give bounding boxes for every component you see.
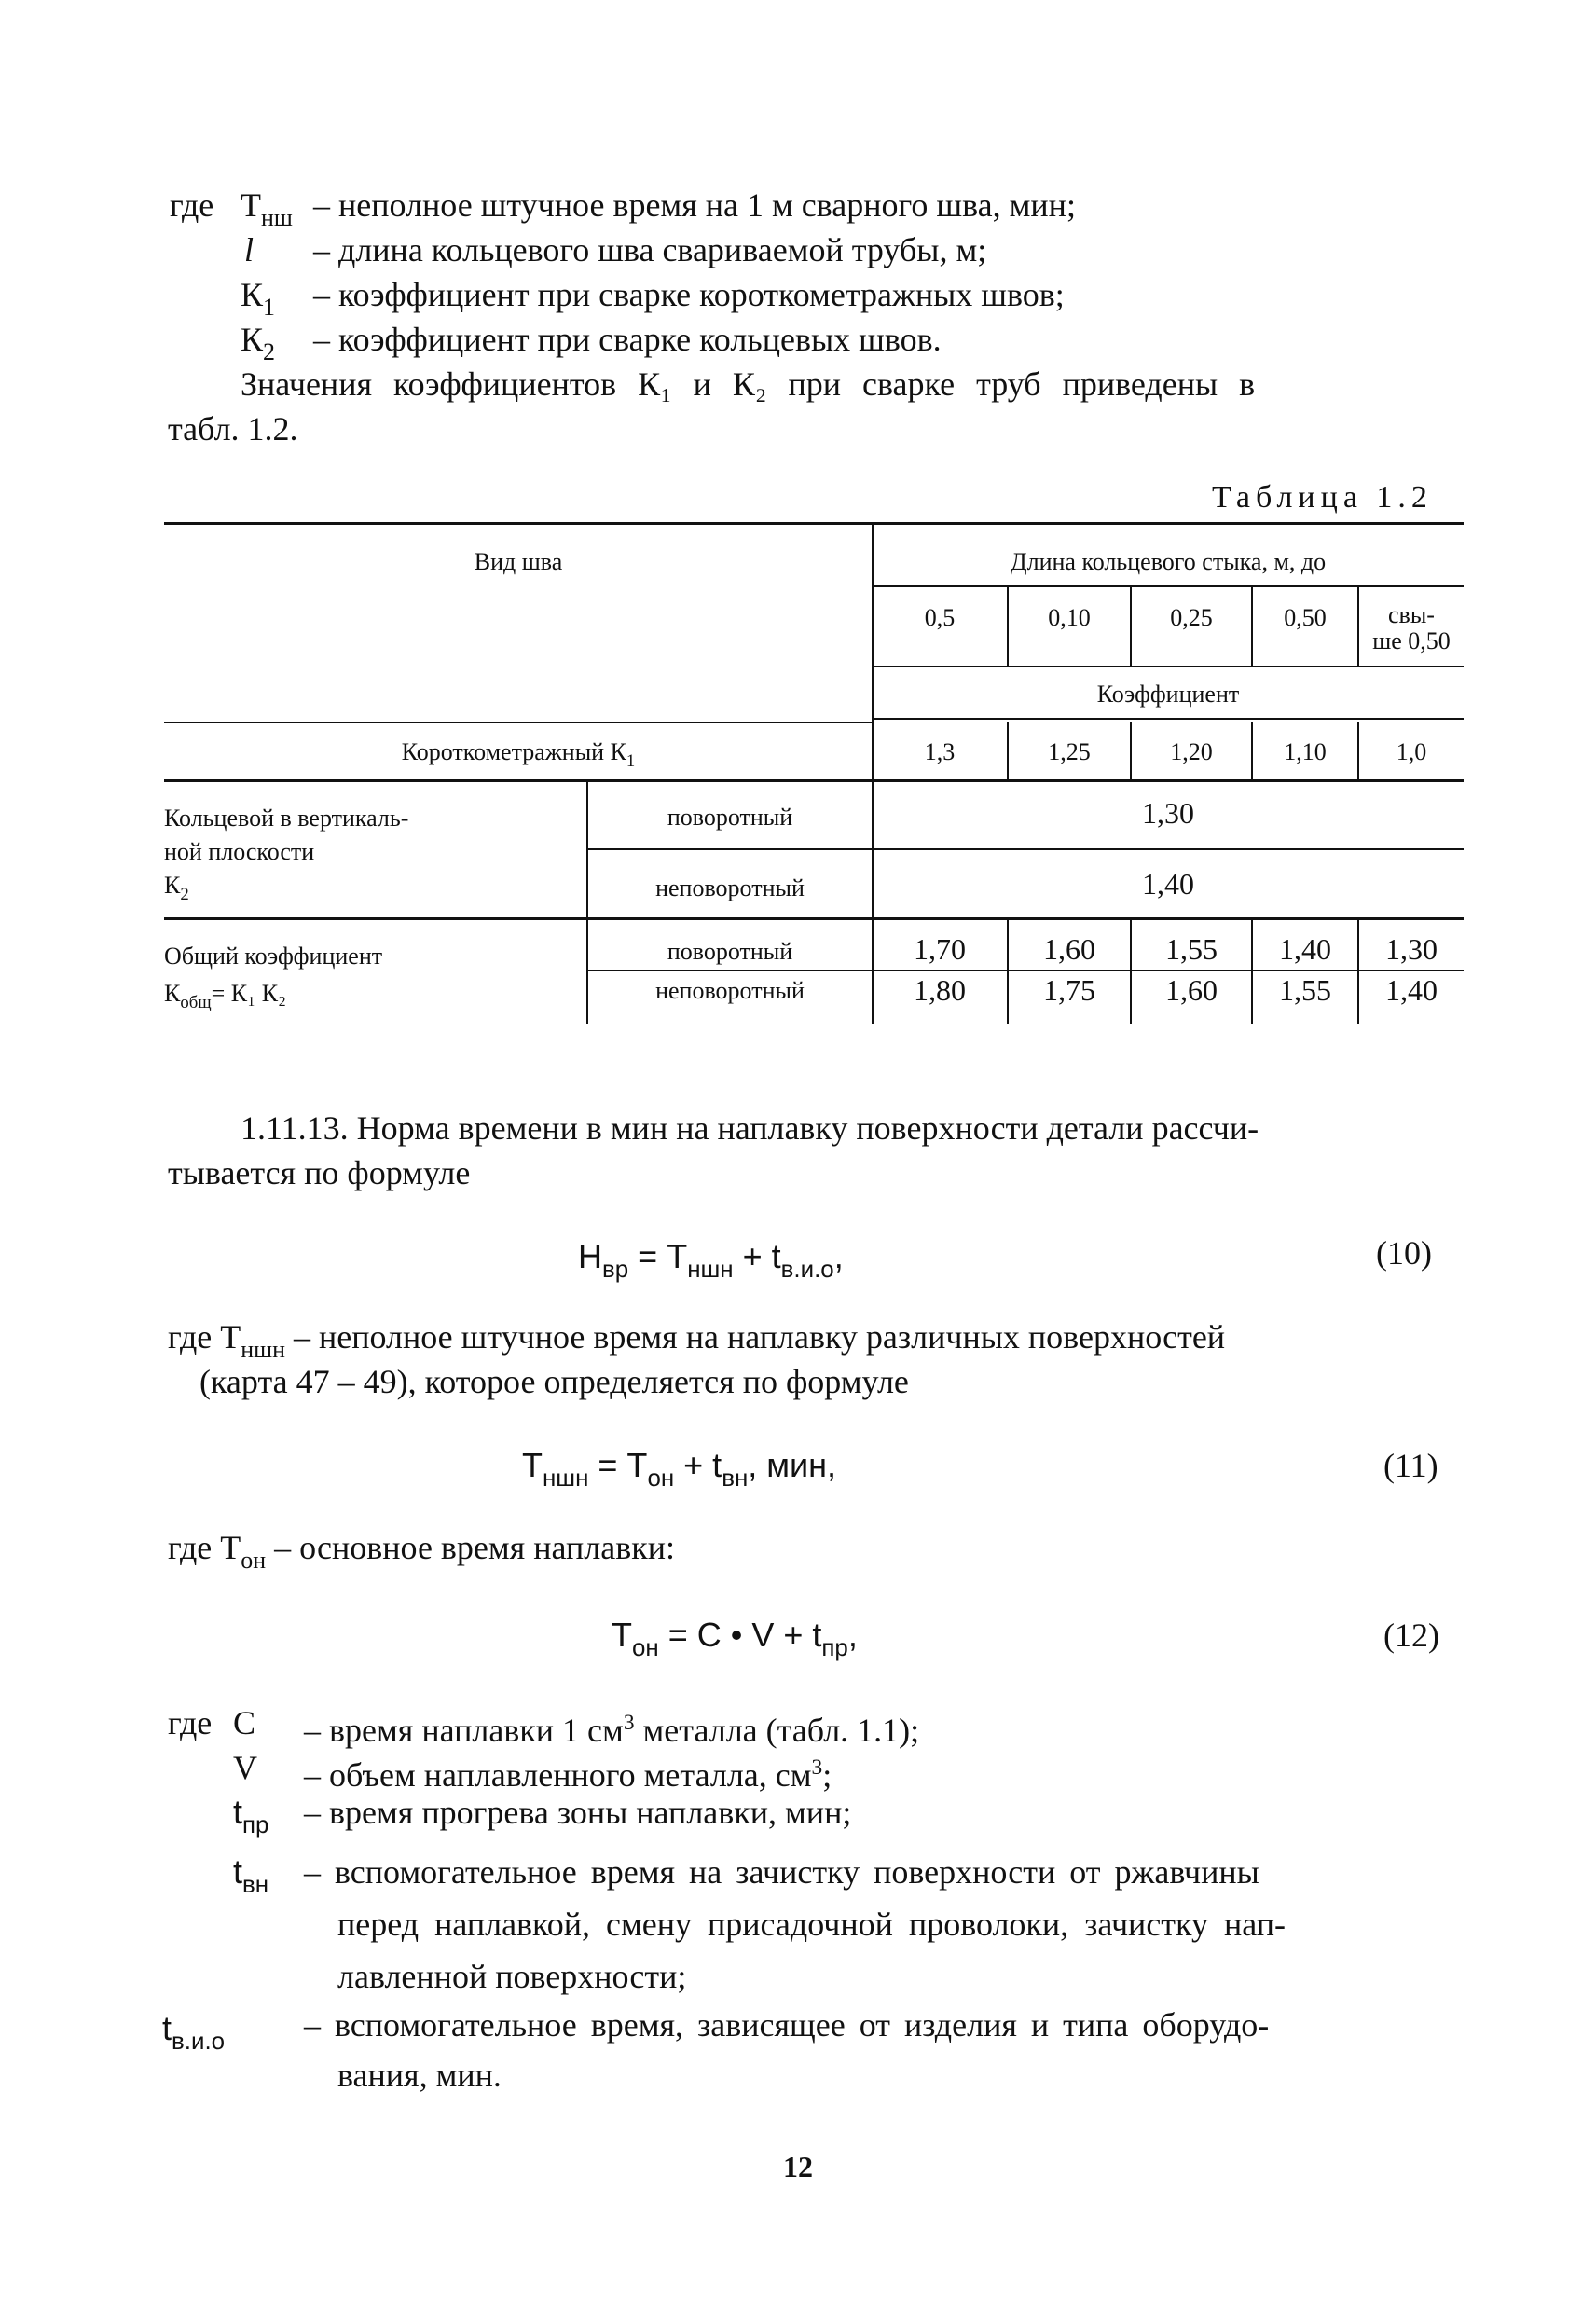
row-total-nonrotary-value: 1,80 (914, 973, 966, 1007)
row-total-nonrotary-value: 1,75 (1043, 973, 1095, 1007)
row-total-label: Общий коэффициент $К_{общ}= К_1$ К₂ (164, 943, 383, 1013)
col-header-length: Длина кольцевого стыка, м, до (1010, 548, 1327, 575)
def-k2-symbol: $К_2$ (241, 321, 275, 365)
row-ring-rotary-value: 1,30 (1142, 796, 1194, 830)
section-para-line1: 1.11.13. Норма времени в мин на наплавку поверхности детали рассчи- (241, 1109, 1259, 1147)
table-caption: Таблица 1.2 (1212, 480, 1433, 515)
table-rule (873, 666, 1464, 667)
row-total-rotary-value: 1,60 (1043, 932, 1095, 966)
def2-tpr-text: – время прогрева зоны наплавки, мин; (304, 1794, 852, 1831)
table-rule (587, 848, 1464, 850)
coeff-header: Коэффициент (1096, 681, 1240, 708)
row-short-value: 1,3 (924, 738, 956, 765)
def-tnsh-symbol: $Т_{нш}$ (241, 186, 293, 231)
def-tnsh-text: – неполное штучное время на 1 м сварного шва, мин; (313, 186, 1076, 224)
def2-v-symbol: V (233, 1749, 257, 1786)
coeff-paragraph-line1: Значения коэффициентов К₁ и К₂ при сварке труб приведены в (241, 365, 1256, 403)
def2-c-symbol: C (233, 1704, 256, 1741)
where-ton: где $Т_{он}$ – основное время наплавки: (168, 1529, 675, 1574)
page-number: 12 (783, 2150, 813, 2183)
table-rule (164, 779, 1464, 782)
def-intro: где (170, 186, 214, 224)
def2-tvn-text: перед наплавкой, смену присадочной проволоки, зачистку нап- (337, 1906, 1286, 1943)
def2-intro: где (168, 1704, 213, 1741)
row-total-nonrotary-value: 1,40 (1385, 973, 1438, 1007)
row-short-label: Короткометражный $К_1$ (401, 738, 636, 772)
row-total-nonrotary-value: 1,55 (1279, 973, 1331, 1007)
row-total-rotary-value: 1,70 (914, 932, 966, 966)
length-cell: 0,10 (1048, 604, 1091, 631)
def2-c-text: – время наплавки 1 $см^3$ металла (табл. 1.1); (304, 1711, 920, 1749)
def-k1-symbol: $К_1$ (241, 276, 275, 321)
row-ring-label: Кольцевой в вертикаль- ной плоскости $К_2$ (164, 805, 409, 905)
def2-tvn-text: лавленной поверхности; (337, 1958, 687, 1995)
def-k1-text: – коэффициент при сварке короткометражных швов; (313, 276, 1065, 313)
length-cell: свы- ше 0,50 (1372, 601, 1451, 654)
table-rule (164, 722, 873, 723)
def2-tvio-text: – вспомогательное время, зависящее от изделия и типа оборудо- (304, 2006, 1270, 2044)
row-ring-nonrotary-value: 1,40 (1142, 867, 1194, 901)
row-total-nonrotary: неповоротный (655, 977, 805, 1004)
def-l-text: – длина кольцевого шва свариваемой трубы, м; (313, 231, 987, 268)
table-rule (164, 522, 1464, 525)
formula-10-number: (10) (1376, 1234, 1432, 1272)
where-tnshn-line2: (карта 47 – 49), которое определяется по формуле (200, 1363, 909, 1400)
row-ring-rotary: поворотный (667, 804, 793, 831)
def2-tvio-text: вания, мин. (337, 2057, 502, 2094)
row-total-rotary-value: 1,55 (1165, 932, 1218, 966)
coeff-paragraph-line2: табл. 1.2. (168, 410, 298, 447)
row-short-value: 1,10 (1284, 738, 1327, 765)
section-para-line2: тывается по формуле (168, 1154, 471, 1191)
def2-tvn-symbol: $t_{вн}$ (233, 1852, 269, 1898)
col-header-seam-type: Вид шва (474, 548, 563, 575)
def-l-symbol: l (244, 231, 255, 268)
row-short-value: 1,25 (1048, 738, 1091, 765)
row-short-value: 1,20 (1170, 738, 1213, 765)
length-cell: 0,5 (924, 604, 956, 631)
table-rule (873, 718, 1464, 720)
row-total-rotary-value: 1,30 (1385, 932, 1438, 966)
table-rule (164, 917, 1464, 920)
row-short-value: 1,0 (1396, 738, 1427, 765)
table-rule (873, 585, 1464, 587)
formula-10: $Н_{вр} = Т_{ншн} + t_{в.и.о}$, (578, 1237, 844, 1283)
def2-v-text: – объем наплавленного металла, $см^3$; (304, 1755, 832, 1794)
formula-11: $Т_{ншн} = Т_{он} + t_{вн}$, мин, (522, 1446, 837, 1492)
length-cell: 0,50 (1284, 604, 1327, 631)
def2-tvn-text: – вспомогательное время на зачистку поверхности от ржавчины (304, 1853, 1259, 1891)
length-cell: 0,25 (1170, 604, 1213, 631)
row-total-rotary-value: 1,40 (1279, 932, 1331, 966)
def2-tpr-symbol: $t_{пр}$ (233, 1793, 269, 1838)
row-total-rotary: поворотный (667, 938, 793, 965)
formula-12-number: (12) (1383, 1617, 1439, 1654)
row-ring-nonrotary: неповоротный (655, 874, 805, 901)
where-tnshn: где $Т_{ншн}$ – неполное штучное время на наплавку различных поверхностей (168, 1318, 1226, 1363)
def2-tvio-symbol: $t_{в.и.о}$ (162, 2009, 226, 2055)
row-total-nonrotary-value: 1,60 (1165, 973, 1218, 1007)
formula-12: $Т_{он} = C$ • $V + t_{пр}$, (612, 1616, 858, 1661)
formula-11-number: (11) (1383, 1447, 1438, 1484)
table-rule (587, 970, 1464, 971)
def-k2-text: – коэффициент при сварке кольцевых швов. (313, 321, 942, 358)
